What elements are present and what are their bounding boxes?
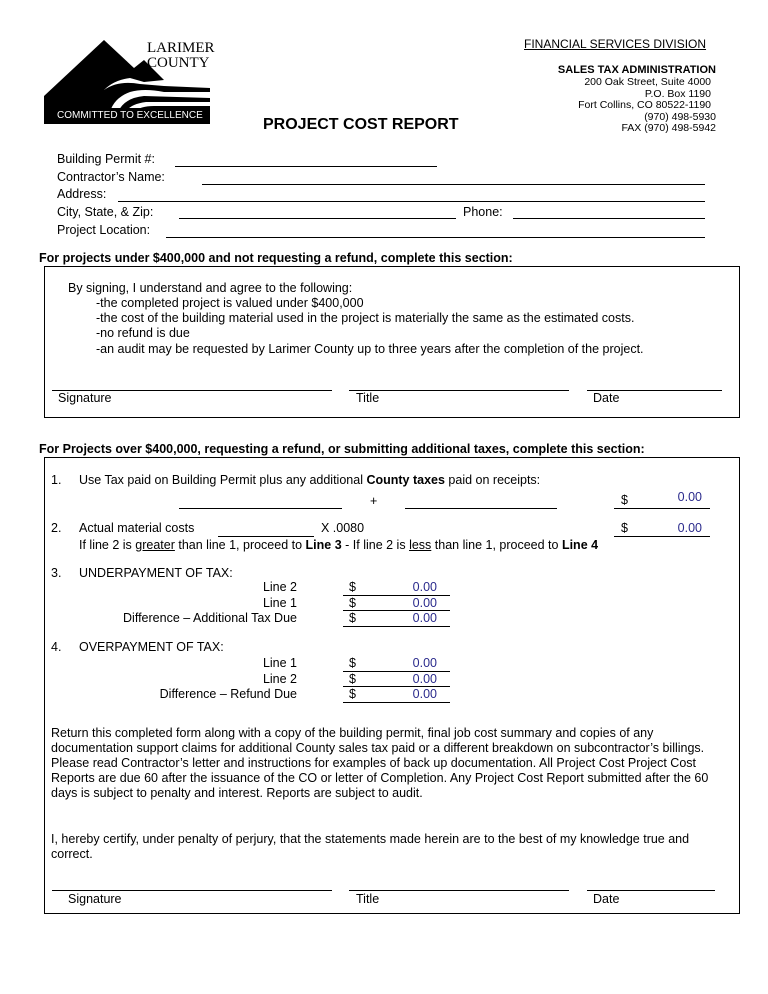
address-line-2: P.O. Box 1190 [644, 88, 711, 100]
section2-date-field[interactable] [587, 890, 715, 891]
section1-intro: By signing, I understand and agree to the following: [68, 281, 353, 295]
line2-value: 0.00 [677, 521, 702, 535]
section1-signature-label: Signature [58, 391, 112, 405]
line3-title: UNDERPAYMENT OF TAX: [79, 566, 233, 580]
line4-number: 4. [51, 640, 62, 654]
section1-item: -the completed project is valued under $400,000 [96, 296, 364, 310]
line4-row-label: Difference – Refund Due [159, 687, 297, 701]
location-field[interactable] [166, 237, 705, 238]
line3-row-label: Difference – Additional Tax Due [123, 611, 297, 625]
address-field[interactable] [118, 201, 705, 202]
line4-row-value: 0.00 [412, 687, 437, 701]
county-logo [44, 38, 215, 124]
page-title: PROJECT COST REPORT [263, 116, 459, 133]
certification-statement: I, hereby certify, under penalty of perjury, that the statements made herein are to the best of my knowledge true and correct. [51, 832, 690, 861]
address-label: Address: [57, 187, 107, 201]
line2-text: Actual material costs [79, 521, 195, 535]
section2-signature-label: Signature [68, 892, 122, 906]
city-label: City, State, & Zip: [57, 205, 154, 219]
section1-date-label: Date [593, 391, 620, 405]
section1-title-label: Title [356, 391, 380, 405]
dept-header: SALES TAX ADMINISTRATION [557, 64, 716, 76]
return-instructions: Return this completed form along with a copy of the building permit, final job cost summary and copies of any documentation support claims for additional County sales tax paid or a different breakdown on subcontractor’s billings. Please read Contractor’s letter and instructions for examples of back up documentation. All Project Cost Project Cost Reports are due 60 after the issuance of the CO or letter of Completion. Any Project Cost Report submitted after the 60 days is subject to penalty and interest. Reports are subject to audit. [51, 726, 709, 800]
line2-number: 2. [51, 521, 62, 535]
line4-row-dollar: $ [349, 672, 356, 686]
line1-dollar: $ [621, 493, 628, 507]
phone-label: Phone: [463, 205, 503, 219]
logo-larimer: LARIMER [147, 40, 215, 56]
line4-row-dollar: $ [349, 687, 356, 701]
section2-date-label: Date [593, 892, 620, 906]
line3-row-dollar: $ [349, 611, 356, 625]
section2-title-field[interactable] [349, 890, 569, 891]
section2-title-label: Title [356, 892, 380, 906]
line2-note: If line 2 is greater than line 1, proceed to Line 3 - If line 2 is less than line 1, proceed to Line 4 [79, 538, 599, 552]
line1-number: 1. [51, 473, 62, 487]
line4-row-value: 0.00 [412, 672, 437, 686]
line2-dollar: $ [621, 521, 628, 535]
line3-row-dollar: $ [349, 596, 356, 610]
line3-number: 3. [51, 566, 62, 580]
logo-tagline: COMMITTED TO EXCELLENCE [57, 110, 203, 121]
line1-value: 0.00 [677, 490, 702, 504]
division-header: FINANCIAL SERVICES DIVISION [524, 37, 707, 51]
permit-field[interactable] [175, 166, 437, 167]
phone-number: (970) 498-5930 [644, 111, 716, 123]
section1-title-field[interactable] [349, 390, 569, 391]
line2-total-field[interactable] [614, 536, 710, 537]
line3-row-value: 0.00 [412, 580, 437, 594]
section1-item: -no refund is due [96, 326, 190, 340]
fax-number: FAX (970) 498-5942 [621, 122, 716, 134]
line1-plus: + [370, 494, 378, 508]
permit-label: Building Permit #: [57, 152, 155, 166]
line1-field-b[interactable] [405, 508, 557, 509]
line3-row-label: Line 1 [262, 596, 297, 610]
city-field[interactable] [179, 218, 456, 219]
line2-field[interactable] [218, 536, 314, 537]
line4-row-label: Line 1 [262, 656, 297, 670]
line4-row-value: 0.00 [412, 656, 437, 670]
section2-heading: For Projects over $400,000, requesting a refund, or submitting additional taxes, complete this section: [39, 442, 645, 456]
section2-signature-field[interactable] [52, 890, 332, 891]
line4-row-label: Line 2 [262, 672, 297, 686]
line3-row-value: 0.00 [412, 596, 437, 610]
logo-county: COUNTY [147, 55, 210, 71]
line1-field-a[interactable] [179, 508, 342, 509]
phone-field[interactable] [513, 218, 705, 219]
address-line-1: 200 Oak Street, Suite 4000 [584, 76, 711, 88]
section1-item: -the cost of the building material used in the project is materially the same as the estimated costs. [96, 311, 635, 325]
contractor-field[interactable] [202, 184, 705, 185]
line2-rate: X .0080 [321, 521, 365, 535]
section1-heading: For projects under $400,000 and not requesting a refund, complete this section: [39, 251, 513, 265]
line3-row-field[interactable] [343, 626, 450, 627]
contractor-label: Contractor’s Name: [57, 170, 165, 184]
line4-row-field[interactable] [343, 702, 450, 703]
location-label: Project Location: [57, 223, 151, 237]
line1-text: Use Tax paid on Building Permit plus any additional County taxes paid on receipts: [79, 473, 541, 487]
line4-row-dollar: $ [349, 656, 356, 670]
line4-title: OVERPAYMENT OF TAX: [79, 640, 224, 654]
line3-row-dollar: $ [349, 580, 356, 594]
section1-item: -an audit may be requested by Larimer County up to three years after the completion of the project. [96, 342, 644, 356]
line3-row-label: Line 2 [262, 580, 297, 594]
line3-row-value: 0.00 [412, 611, 437, 625]
line1-total-field[interactable] [614, 508, 710, 509]
address-line-3: Fort Collins, CO 80522-1190 [578, 99, 711, 111]
